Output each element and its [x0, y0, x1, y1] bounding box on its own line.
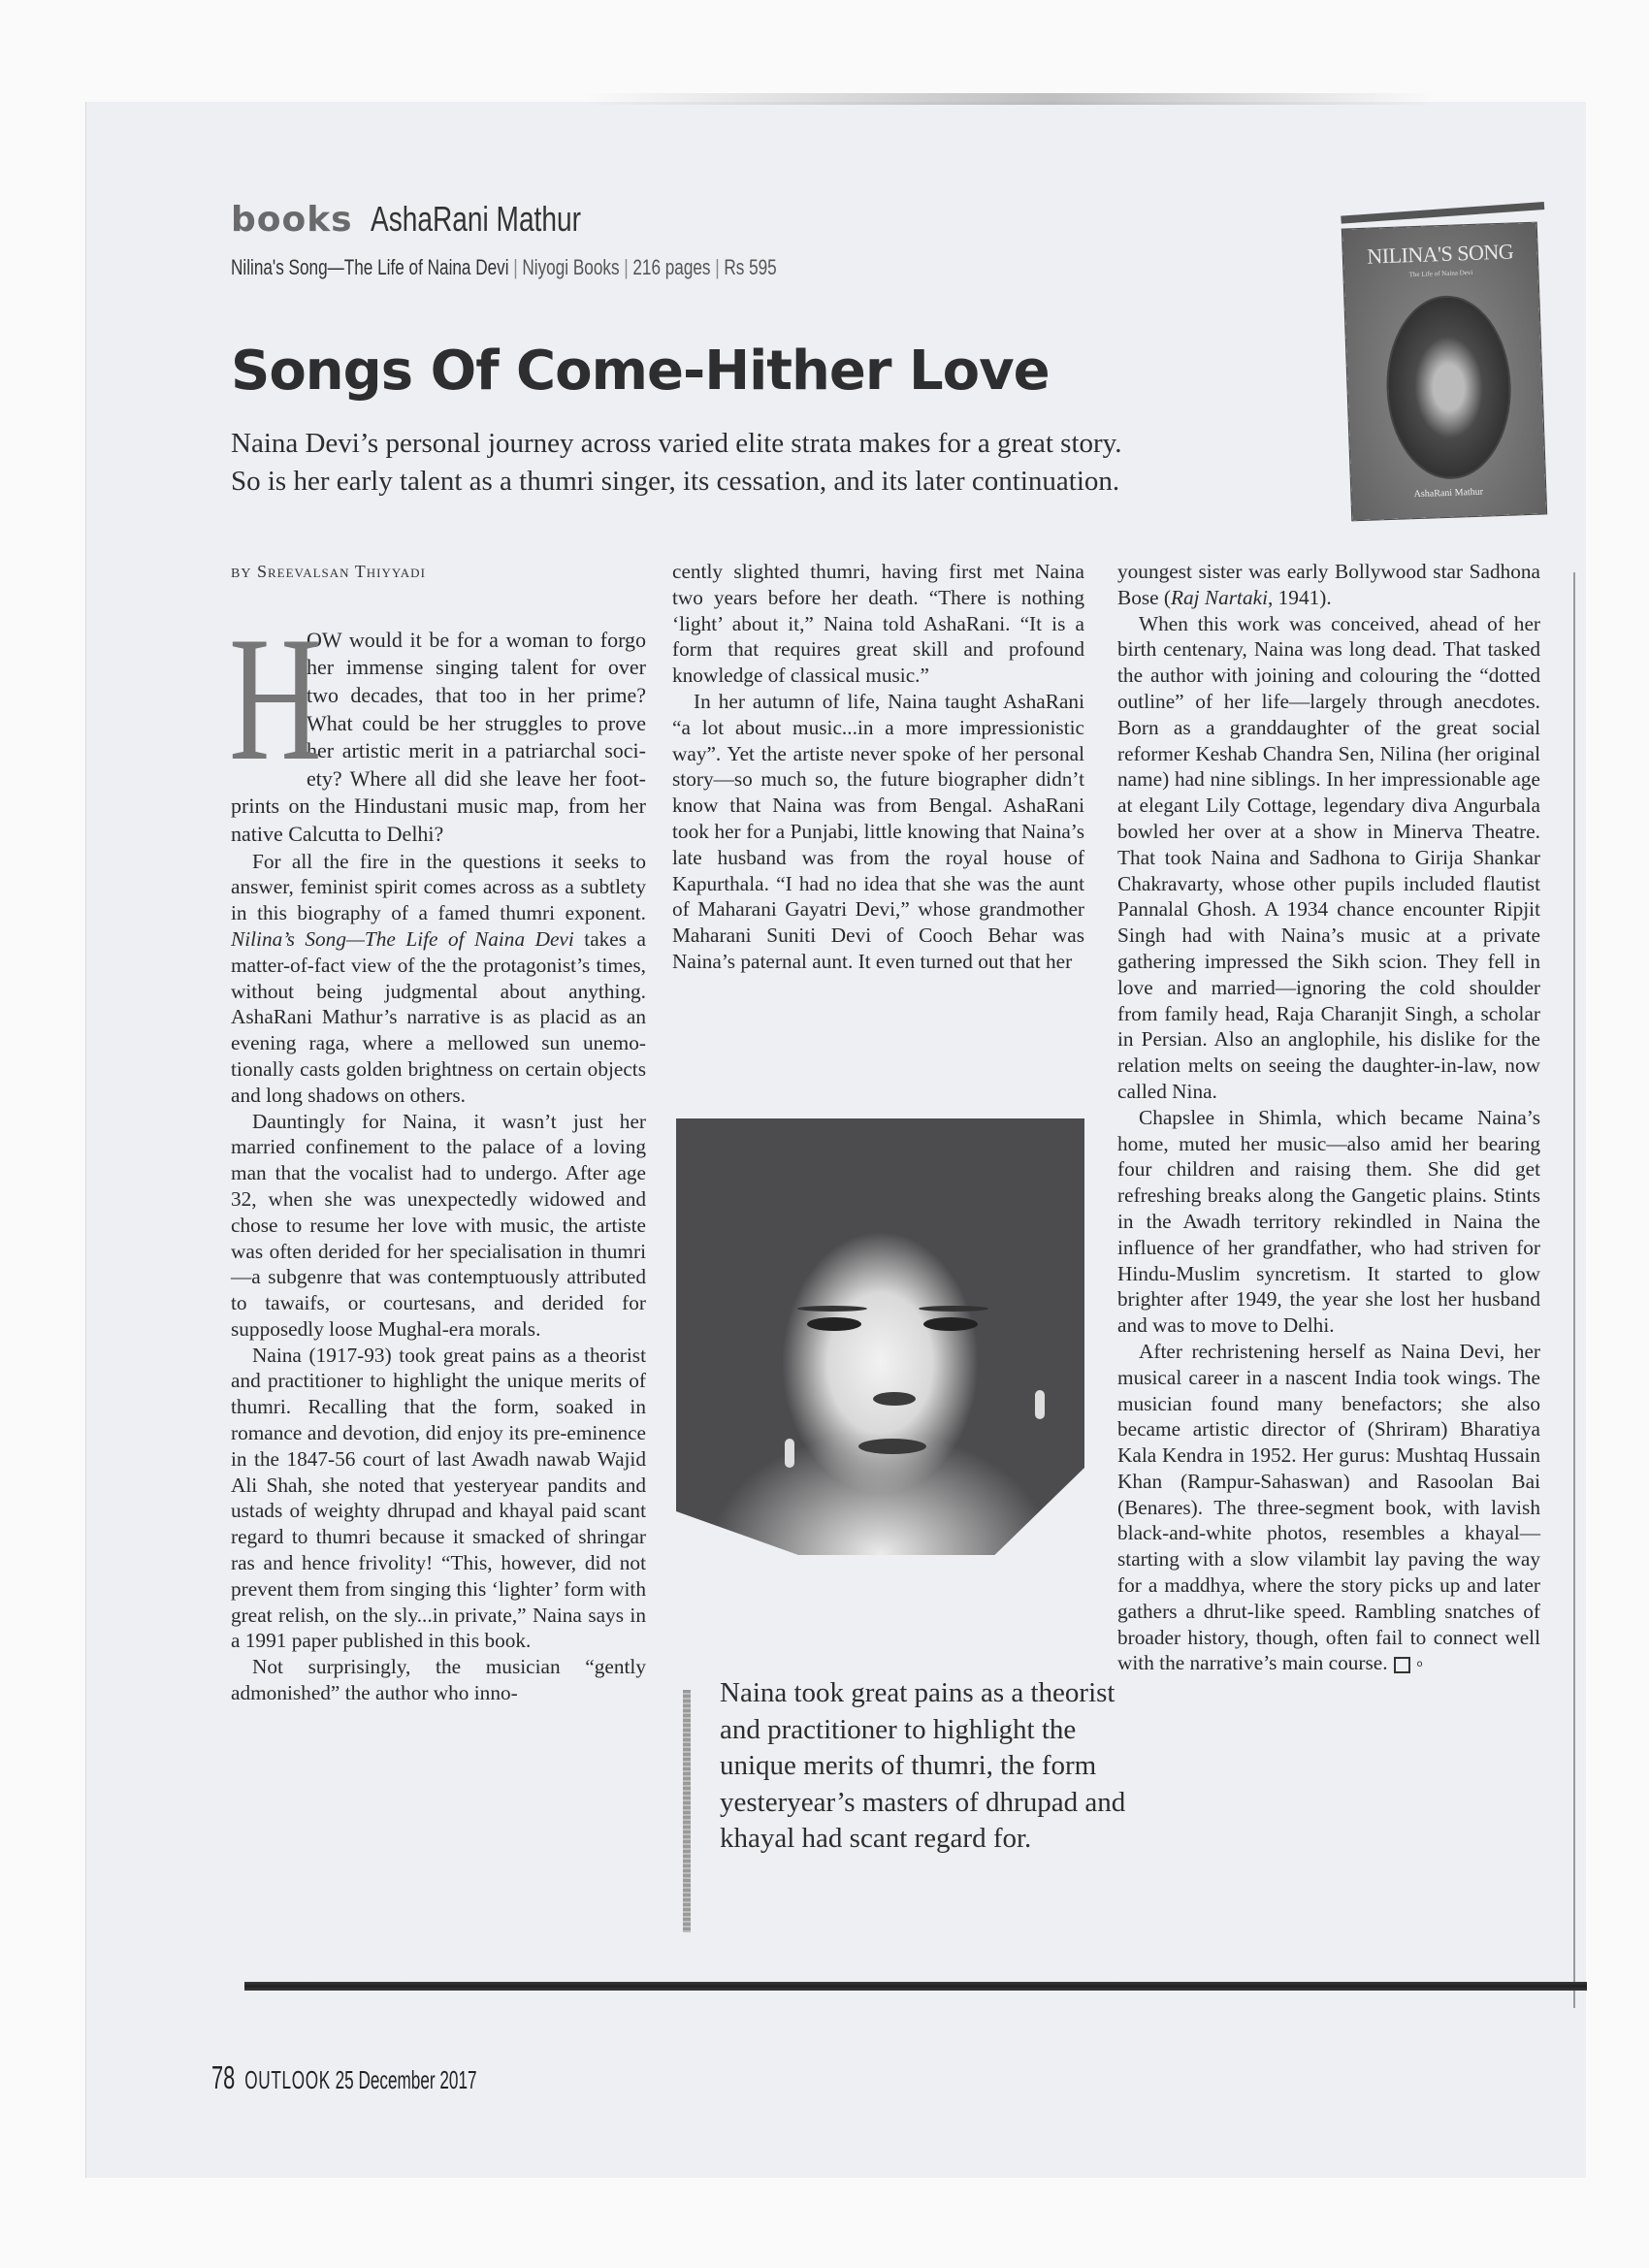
photo-detail [873, 1392, 916, 1406]
section-label: books [231, 200, 353, 240]
article-column-1 [231, 559, 646, 1706]
paragraph: youngest sister was early Bollywood star Sadhona Bose (Raj Nartaki, 1941). [1117, 560, 1540, 609]
photo-detail [923, 1317, 978, 1331]
paragraph: Dauntingly for Naina, it wasn’t just her married confinement to the palace of a loving man that the vocalist had to undergo. After age 32, when she was unexpectedly widowed and chose to resume her love with music, the artiste was often derided for her specialisation in thumri—a subgenre that was contemptuously attributed to tawaifs, or courtesans, and derided for supposedly loose Mughal-era morals. [231, 1109, 646, 1341]
standfirst-line: So is her early talent as a thumri singer, its cessation, and its later continuation. [231, 466, 1120, 497]
paragraph: cently slighted thumri, having first met Naina two years before her death. “There is nothing ‘light’ about it,” Naina told AshaRani. “It is a form that requires great skill and profound knowledge of classical music.” [672, 560, 1084, 688]
standfirst [231, 425, 1327, 501]
headline: Songs Of Come-Hither Love [231, 340, 1050, 403]
page-number: 78 [211, 2059, 236, 2095]
byline-prefix: BY [231, 567, 252, 581]
photo-detail [807, 1317, 861, 1331]
drop-cap: H [229, 599, 322, 797]
book-author: AshaRani Mathur [370, 199, 581, 239]
separator: | [624, 255, 629, 279]
photo-detail [919, 1306, 988, 1312]
magazine-name: OUTLOOK [244, 2065, 331, 2094]
page-edge [1573, 572, 1575, 2008]
byline [231, 559, 646, 588]
book-title-italic: Nilina’s Song—The Life of Naina Devi [231, 926, 574, 951]
standfirst-line: Naina Devi’s personal journey across varied elite strata makes for a great story. [231, 428, 1122, 459]
lead-paragraph [229, 599, 646, 849]
paragraph: Not surprisingly, the musician “gently admonished” the author who inno- [231, 1655, 646, 1705]
footer-rule [244, 1982, 1587, 1991]
cover-title: NILINA'S SONG [1366, 239, 1514, 269]
separator: | [513, 255, 518, 279]
naina-devi-photo [676, 1118, 1084, 1555]
page-footer [211, 2059, 477, 2096]
byline-name: Sreevalsan Thiyyadi [256, 562, 426, 581]
issue-date: 25 December 2017 [335, 2065, 477, 2094]
paragraph: Chapslee in Shimla, which became Naina’s home, muted her music—also amid her bearing four children and raising them. She did get refreshing breaks along the Gangetic plains. Stints in the Awadh territory rekindled in Naina the influence of her grandfather, who had striven for Hindu-Muslim syncretism. It started to glow brighter after 1949, the year she lost her husband and was to move to Delhi. [1117, 1105, 1540, 1338]
section-header [231, 199, 640, 240]
paragraph-text: After rechristening herself as Naina Devi, her musical career in a nascent India took wings. The musician found many benefactors; she also became artistic director of (Shriram) Bharatiya Kala Kendra in 1952. Her gurus: Mushtaq Hussain Khan (Rampur-Sahaswan) and Rasoolan Bai (Benares). The three-segment book, with lavish black-and-white photos, resembles a khayal—starting with a slow vilambit lay paving the way for a maddhya, where the story picks up and later gathers a dhrut-like speed. Rambling snatches of broader history, though, often fail to connect well with the narrative’s main course. [1117, 1339, 1540, 1675]
scan-smudge [582, 93, 1436, 105]
book-details [231, 255, 777, 280]
paragraph: In her autumn of life, Naina taught AshaRani “a lot about music...in a more impressionistic way”. Yet the artiste never spoke of her personal story—so much so, the future biographer didn’t know that Naina was from Bengal. AshaRani took her for a Punjabi, little knowing that Naina’s late husband was from the royal house of Kapurthala. “I had no idea that she was the aunt of Maharani Gayatri Devi,” whose grandmother Maharani Suniti Devi of Cooch Behar was Naina’s paternal aunt. It even turned out that her [672, 689, 1084, 973]
paragraph: When this work was conceived, ahead of her birth centenary, Naina was long dead. That tasked the author with joining and colouring the “dotted outline” of her life—largely through anecdotes. Born as a granddaughter of the great social reformer Keshab Chandra Sen, Nilina (her original name) had nine siblings. In her impressionable age at elegant Lily Cottage, legendary diva Angurbala bowled her over at a show in Minerva Theatre. That took Naina and Sadhona to Girija Shankar Chakravarty, whose other pupils included flautist Pannalal Ghosh. A 1934 chance encounter Ripjit Singh had with Naina’s music at a private gathering impressed the Sikh scion. They fell in love and married—ignoring the cold shoulder from family head, Raja Charanjit Singh, a scholar in Persian. Also an anglophile, his dislike for the relation melts on seeing the daughter-in-law, now called Nina. [1117, 611, 1540, 1103]
paragraph: Naina (1917-93) took great pains as a theorist and practitioner to highlight the unique merits of thumri. Recalling that the form, soaked in romance and devotion, did enjoy its pre-eminence in the 1847-56 court of last Awadh nawab Wajid Ali Shah, she noted that yesteryear pandits and ustads of weighty dhrupad and khayal paid scant regard to thumri because it smacked of shringar ras and hence frivolity! “This, however, did not prevent them from singing this ‘lighter’ form with great relish, on the sly...in private,” Naina says in a 1991 paper published in this book. [231, 1343, 646, 1653]
separator: | [715, 255, 720, 279]
article-column-2 [672, 559, 1084, 1102]
paragraph [231, 849, 646, 1109]
paragraph-text: takes a matter-of-fact view of the the protagonist’s times, without being judgmental about anything. AshaRani Mathur’s narrative is as placid as an evening raga, where a mellowed sun unemotionally casts golden brightness on certain objects and long shadows on others. [231, 926, 646, 1107]
cover-portrait [1383, 294, 1514, 481]
cover-author: AshaRani Mathur [1413, 486, 1484, 501]
photo-detail [858, 1439, 926, 1454]
film-title-italic: Raj Nartaki [1171, 585, 1268, 609]
photo-detail [1035, 1390, 1045, 1419]
book-cover-image [1342, 223, 1546, 521]
book-title: Nilina's Song—The Life of Naina Devi [231, 255, 509, 279]
paragraph: OW would it be for a woman to forgo her immense singing talent for over two decades, that too in her prime? What could be her struggles to prove her artistic merit in a patriarchal society? Where all did she leave her footprints on the Hindustani music map, from her native Calcutta to Delhi? [231, 627, 646, 846]
end-mark-icon: o [1394, 1657, 1410, 1673]
paragraph [1117, 1339, 1540, 1676]
photo-detail [797, 1306, 867, 1312]
photo-detail [785, 1439, 794, 1468]
article-column-3 [1117, 559, 1540, 1676]
paragraph-text: For all the fire in the questions it seeks to answer, feminist spirit comes across as a subtlety in this biography of a famed thumri exponent. [231, 849, 646, 925]
book-publisher: Niyogi Books [522, 255, 620, 279]
book-price: Rs 595 [724, 255, 777, 279]
cover-subtitle: The Life of Naina Devi [1408, 268, 1473, 279]
pull-quote: Naina took great pains as a theorist and practitioner to highlight the unique merits of thumri, the form yesteryear’s masters of dhrupad and khayal had scant regard for. [720, 1677, 1126, 1854]
book-pages: 216 pages [632, 255, 711, 279]
